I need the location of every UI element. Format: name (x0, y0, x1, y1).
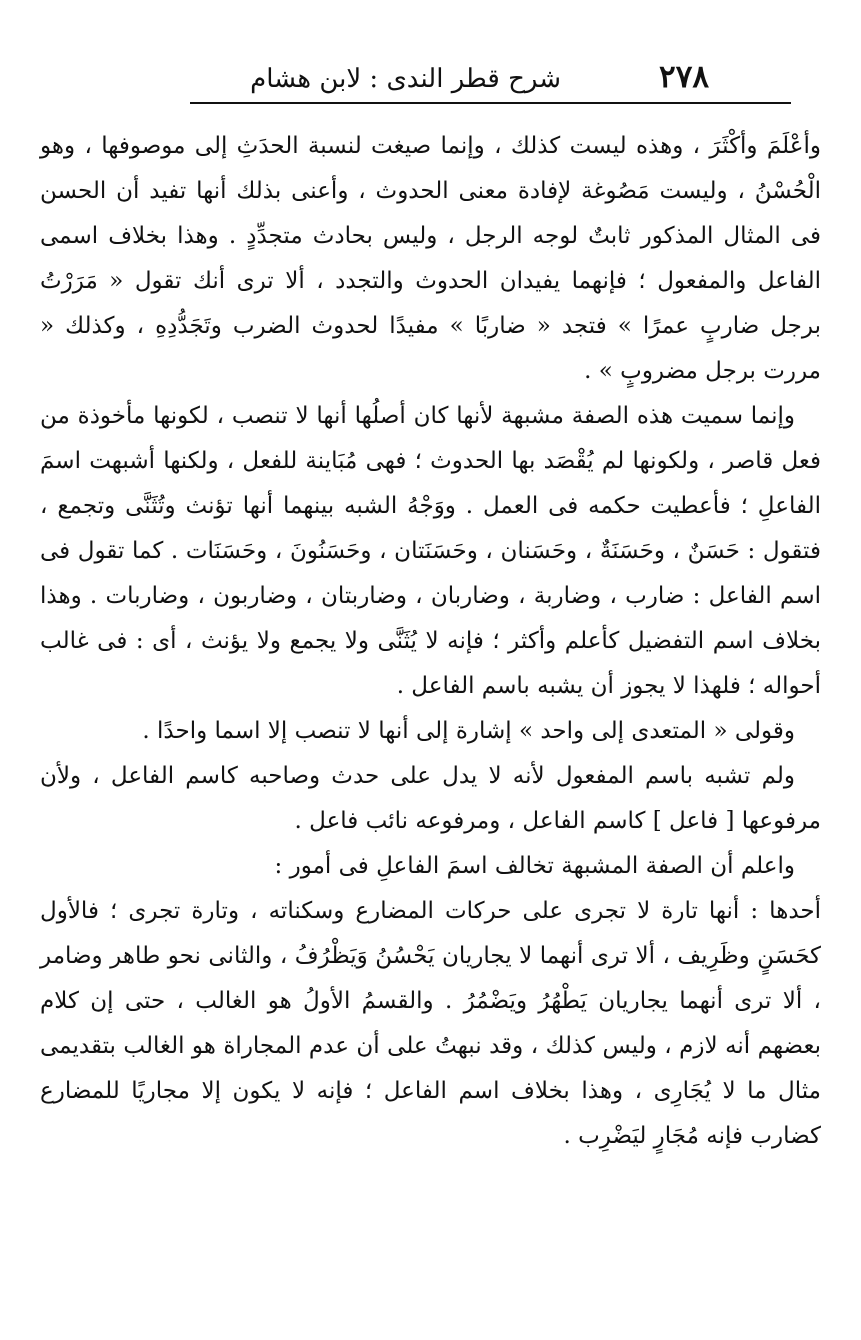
paragraph-6: أحدها : أنها تارة لا تجرى على حركات المضارع وسكناته ، وتارة تجرى ؛ فالأول كحَسَنٍ وظَرِيف ، ألا ترى أنهما لا يجاريان يَحْسُنُ وَيَظْرُفُ ، والثانى نحو طاهر وضامر ، ألا ترى أنهما يجاريان يَطْهُرُ ويَضْمُرُ . والقسمُ الأولُ هو الغالب ، حتى إن كلام بعضهم أنه لازم ، وليس كذلك ، وقد نبهتُ على أن عدم المجاراة هو الغالب بتقديمى مثال ما لا يُجَارِى ، وهذا بخلاف اسم الفاعل ؛ فإنه لا يكون إلا مجاريًا للمضارع كضارب فإنه مُجَارٍ ليَضْرِب . (40, 898, 821, 1149)
running-title: شرح قطر الندى : لابن هشام (250, 64, 561, 94)
paragraph-1: وأعْلَمَ وأكْثَرَ ، وهذه ليست كذلك ، وإنما صيغت لنسبة الحدَثِ إلى موصوفها ، وهو الْحُسْنُ ، وليست مَصُوغة لإفادة معنى الحدوث ، وأعنى بذلك أنها تفيد أن الحسن فى المثال المذكور ثابتٌ لوجه الرجل ، وليس بحادث متجدِّدٍ . وهذا بخلاف اسمى الفاعل والمفعول ؛ فإنهما يفيدان الحدوث والتجدد ، ألا ترى أنك تقول « مَرَرْتُ برجل ضاربٍ عمرًا » فتجد « ضاربًا » مفيدًا لحدوث الضرب وتَجَدُّدِهِ ، وكذلك « مررت برجل مضروبٍ » . (40, 133, 822, 384)
paragraph-5: واعلم أن الصفة المشبهة تخالف اسمَ الفاعلِ فى أمور : (274, 853, 795, 879)
body-text (40, 124, 821, 1159)
page-number: ٢٧٨ (659, 59, 709, 95)
paragraph-3: وقولى « المتعدى إلى واحد » إشارة إلى أنها لا تنصب إلا اسما واحدًا . (142, 718, 795, 744)
paragraph-4: ولم تشبه باسم المفعول لأنه لا يدل على حدث وصاحبه كاسم الفاعل ، ولأن مرفوعها [ فاعل ] كاسم الفاعل ، ومرفوعه نائب فاعل . (40, 763, 821, 834)
running-head (190, 58, 791, 104)
paragraph-2: وإنما سميت هذه الصفة مشبهة لأنها كان أصلُها أنها لا تنصب ، لكونها مأخوذة من فعل قاصر ، ولكونها لم يُقْصَد بها الحدوث ؛ فهى مُبَاينة للفعل ، ولكنها أشبهت اسمَ الفاعلِ ؛ فأعطيت حكمه فى العمل . ووَجْهُ الشبه بينهما أنها تؤنث وتُثَنَّى وتجمع ، فتقول : حَسَنٌ ، وحَسَنَةٌ ، وحَسَنان ، وحَسَنَتان ، وحَسَنُونَ ، وحَسَنَات . كما تقول فى اسم الفاعل : ضارب ، وضاربة ، وضاربان ، وضاربتان ، وضاربون ، وضاربات . وهذا بخلاف اسم التفضيل كأعلم وأكثر ؛ فإنه لا يُثَنَّى ولا يجمع ولا يؤنث ، أى : فى غالب أحواله ؛ فلهذا لا يجوز أن يشبه باسم الفاعل . (40, 403, 821, 699)
